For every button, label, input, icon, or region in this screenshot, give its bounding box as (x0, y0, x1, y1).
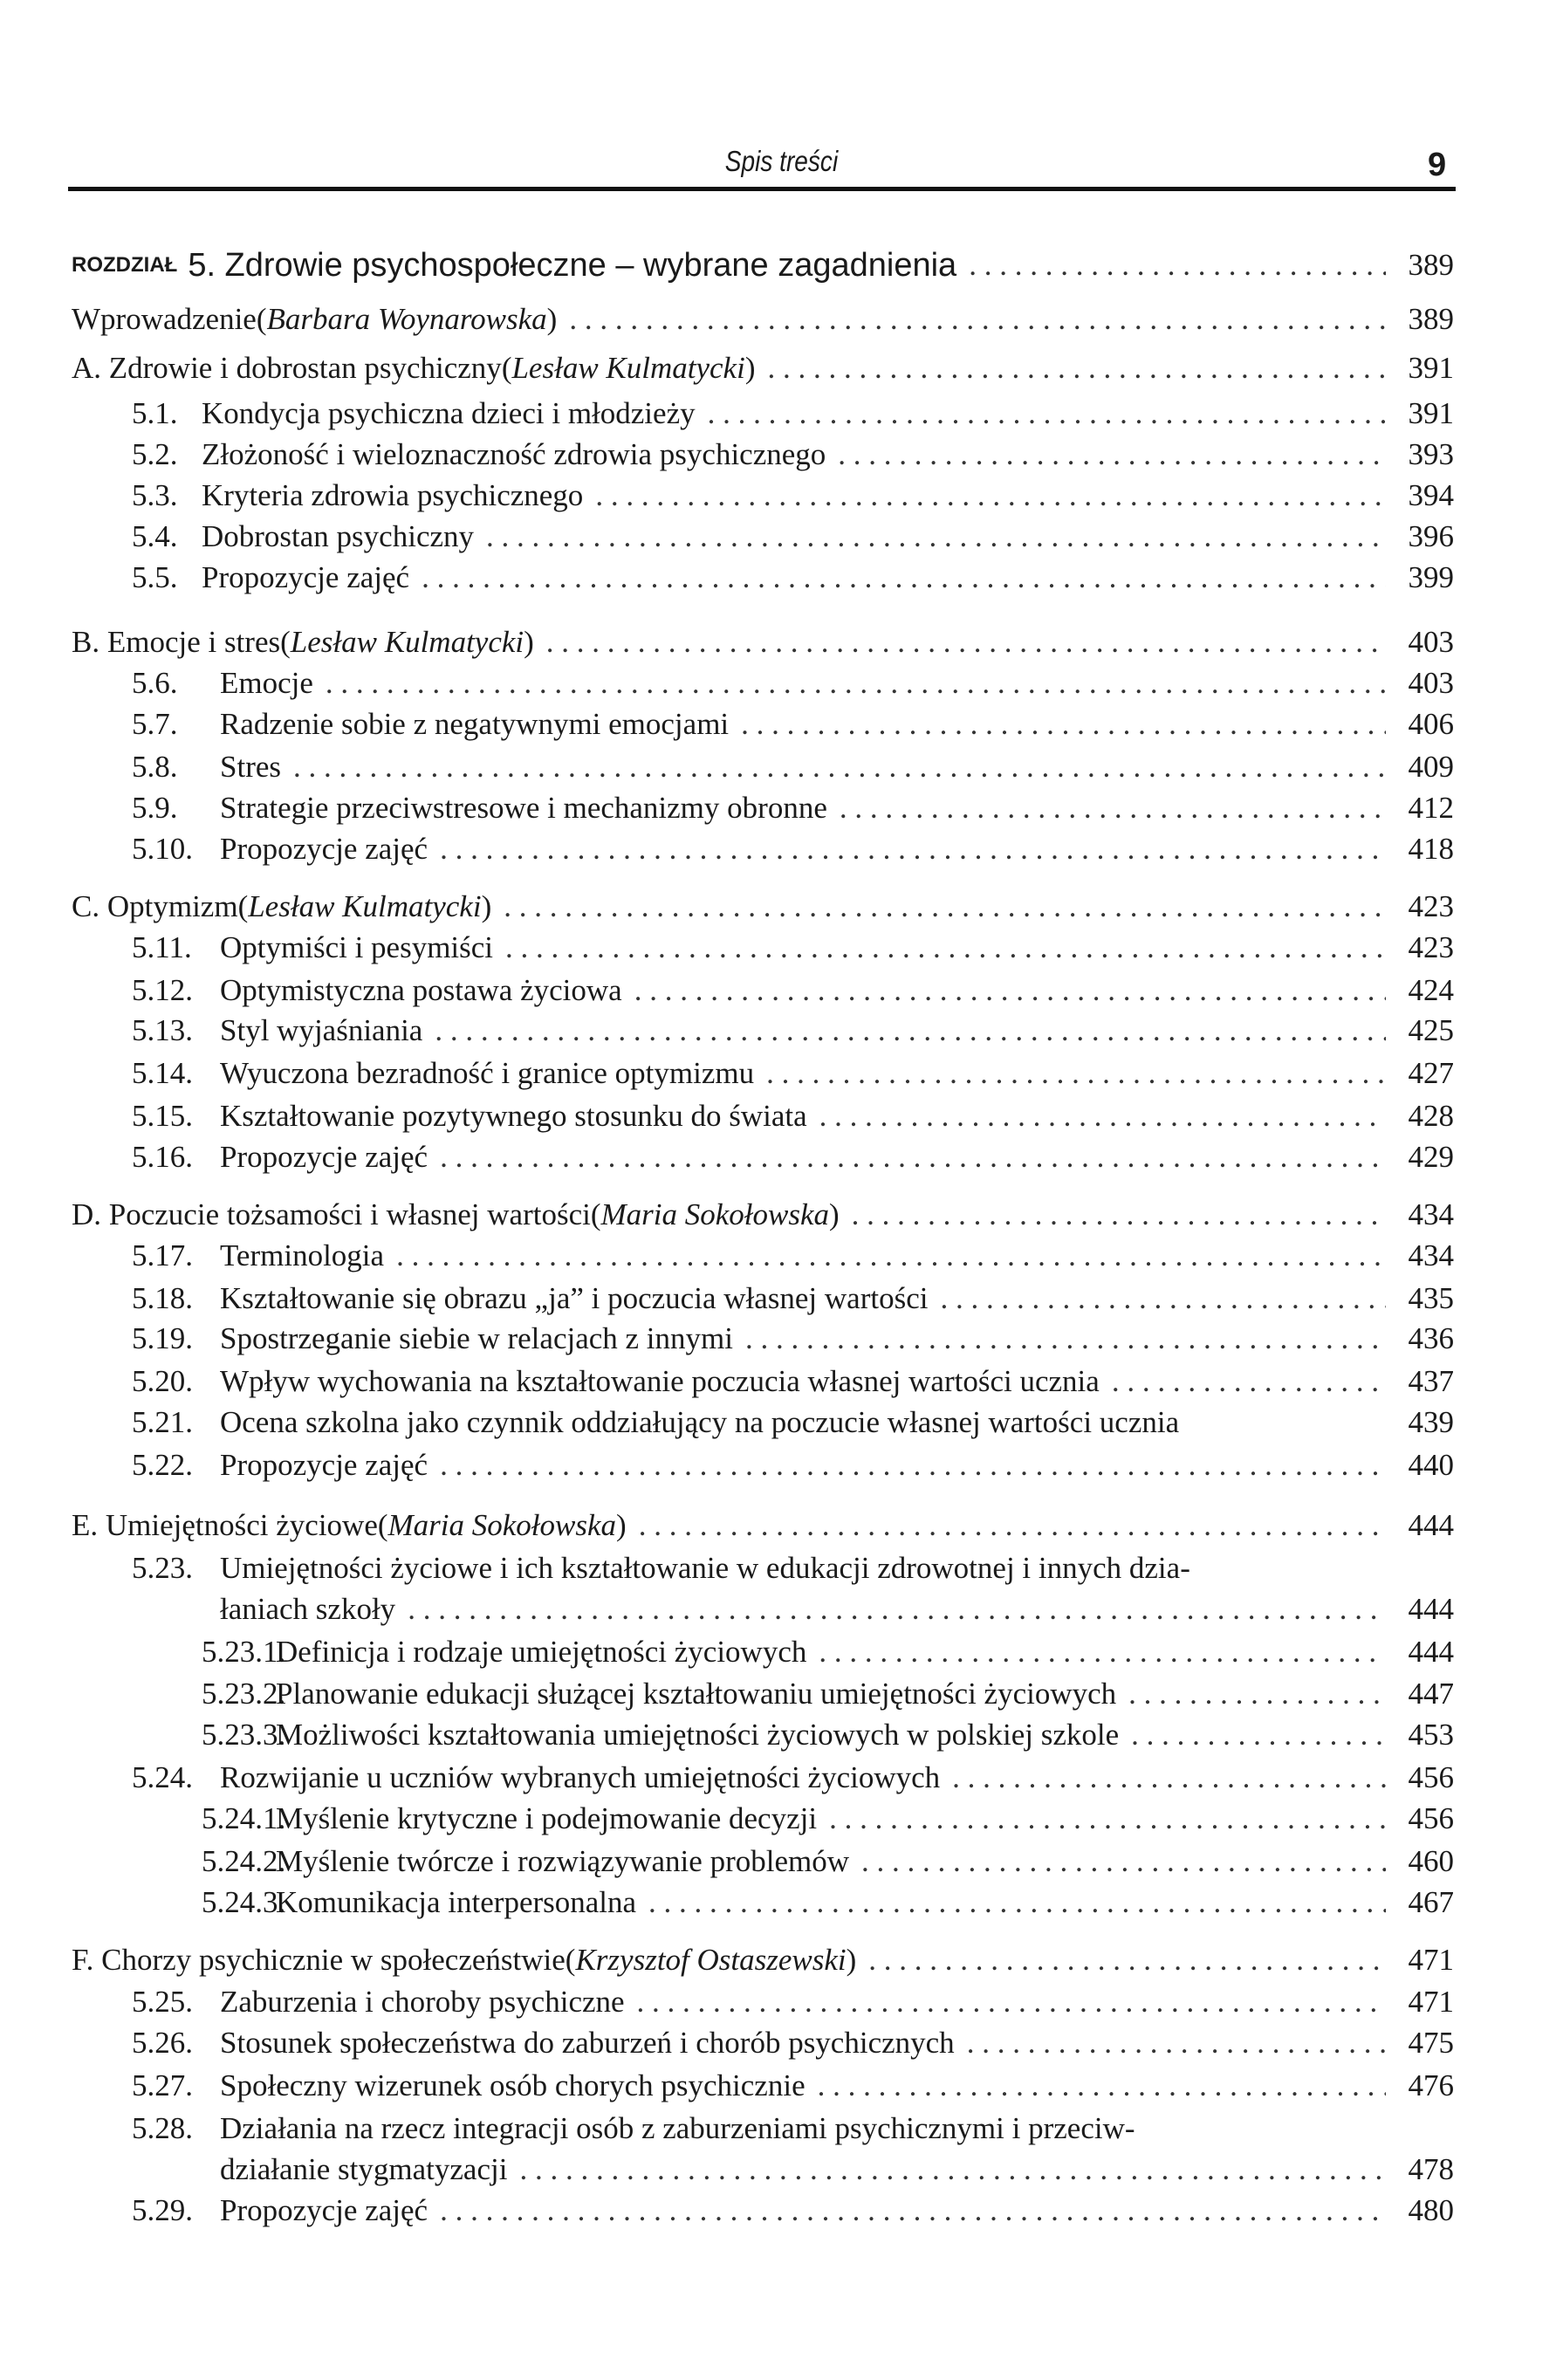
entry-body (220, 929, 1398, 967)
entry-number: 5.5. (132, 560, 178, 594)
entry-title: Propozycje zajęć (202, 560, 410, 594)
entry-page: 447 (1408, 1677, 1454, 1711)
dot-leader (829, 1800, 1386, 1838)
entry-number: 5.12. (132, 973, 193, 1007)
dot-leader (745, 1320, 1386, 1358)
toc-entry (72, 1675, 1454, 1713)
entry-title: Komunikacja interpersonalna (276, 1885, 637, 1919)
entry-number: 5.28. (132, 2111, 193, 2145)
entry-title: Umiejętności życiowe i ich kształtowanie w edukacji zdrowotnej i innych dzia- (220, 1551, 1190, 1585)
toc-entry (72, 477, 1454, 515)
entry-page: 460 (1408, 1844, 1454, 1878)
dot-leader (595, 477, 1386, 515)
dot-leader (1128, 1675, 1386, 1713)
toc-entry (72, 1054, 1454, 1093)
dot-leader (1131, 1716, 1386, 1754)
entry-body (220, 1054, 1398, 1093)
entry-number: 5.7. (132, 707, 178, 741)
entry-title: Planowanie edukacji służącej kształtowaniu umiejętności życiowych (276, 1677, 1117, 1711)
entry-page: 437 (1408, 1364, 1454, 1398)
entry-number: 5.9. (132, 791, 178, 825)
dot-leader (868, 1941, 1386, 1979)
dot-leader (546, 623, 1386, 662)
dot-leader (519, 2150, 1386, 2189)
dot-leader (422, 559, 1386, 597)
entry-body (220, 2150, 1398, 2189)
toc-entry (72, 1800, 1454, 1838)
toc-entry (72, 2024, 1454, 2062)
entry-page: 389 (1408, 302, 1454, 336)
entry-number: 5.16. (132, 1140, 193, 1174)
entry-page: 423 (1408, 889, 1454, 923)
entry-body (72, 888, 1398, 926)
entry-title: Propozycje zajęć (220, 832, 428, 866)
entry-page: 471 (1408, 1943, 1454, 1977)
entry-number: 5.23.1. (202, 1635, 286, 1669)
toc-entry (72, 664, 1454, 703)
toc-entry (72, 1403, 1454, 1442)
toc-entry (72, 1446, 1454, 1485)
toc-entry (72, 971, 1454, 1010)
entry-title: Dobrostan psychiczny (202, 519, 475, 553)
dot-leader (708, 394, 1386, 433)
entry-page: 434 (1408, 1197, 1454, 1231)
entry-title: łaniach szkoły (220, 1592, 396, 1626)
toc-section-entry (72, 300, 1454, 339)
toc-entry (72, 1097, 1454, 1135)
entry-number: 5.6. (132, 666, 178, 700)
entry-number: 5.1. (132, 396, 178, 430)
entry-body (220, 1590, 1398, 1629)
toc-entry (72, 436, 1454, 474)
dot-leader (819, 1097, 1386, 1135)
entry-number: 5.3. (132, 478, 178, 512)
entry-title: Styl wyjaśniania (220, 1013, 423, 1047)
entry-number: 5.23. (132, 1551, 193, 1585)
entry-title: Wyuczona bezradność i granice optymizmu (220, 1056, 755, 1090)
entry-page: 418 (1408, 832, 1454, 866)
entry-number: 5.21. (132, 1405, 193, 1439)
entry-body (276, 1675, 1398, 1713)
chapter-keyword: ROZDZIAŁ (72, 253, 178, 277)
entry-author: ( Barbara Woynarowska ) (257, 300, 557, 339)
entry-page: 475 (1408, 2026, 1454, 2060)
entry-title: D. Poczucie tożsamości i własnej wartości (72, 1197, 591, 1231)
toc-entry (72, 1883, 1454, 1922)
dot-leader (1112, 1362, 1386, 1401)
toc-entry (72, 2067, 1454, 2105)
dot-leader (639, 1506, 1386, 1545)
entry-page: 478 (1408, 2152, 1454, 2186)
entry-number: 5.29. (132, 2193, 193, 2227)
entry-title: Propozycje zajęć (220, 1448, 428, 1482)
entry-body (220, 830, 1398, 868)
entry-page: 428 (1408, 1099, 1454, 1133)
entry-page: 391 (1408, 396, 1454, 430)
dot-leader (840, 789, 1386, 827)
entry-title: Kryteria zdrowia psychicznego (202, 478, 584, 512)
entry-body (72, 300, 1398, 339)
dot-leader (861, 1842, 1386, 1881)
toc-entry (72, 394, 1454, 433)
entry-body (276, 1883, 1398, 1922)
dot-leader (969, 246, 1386, 285)
entry-body (220, 1237, 1398, 1275)
entry-body (276, 1800, 1398, 1838)
entry-body (220, 1097, 1398, 1135)
entry-body (220, 1362, 1398, 1401)
entry-title: Optymistyczna postawa życiowa (220, 973, 622, 1007)
entry-number: 5.19. (132, 1321, 193, 1355)
toc-entry (72, 748, 1454, 786)
dot-leader (396, 1237, 1386, 1275)
toc-entry (72, 2150, 1454, 2189)
entry-page: 476 (1408, 2068, 1454, 2102)
toc-entry (72, 1320, 1454, 1358)
entry-number: 5.10. (132, 832, 193, 866)
running-header-title: Spis treści (724, 145, 839, 177)
dot-leader (293, 748, 1386, 786)
entry-title: Stosunek społeczeństwa do zaburzeń i chorób psychicznych (220, 2026, 955, 2060)
entry-number: 5.11. (132, 930, 192, 964)
entry-author: ( Maria Sokołowska ) (591, 1196, 840, 1234)
toc-section-entry (72, 888, 1454, 926)
entry-body (220, 1759, 1398, 1797)
dot-leader (440, 2191, 1386, 2230)
toc-section-entry (72, 623, 1454, 662)
entry-body (72, 1941, 1398, 1979)
toc-section-entry (72, 1506, 1454, 1545)
toc-entry (72, 1590, 1454, 1629)
dot-leader (767, 349, 1386, 388)
entry-title: działanie stygmatyzacji (220, 2152, 508, 2186)
entry-body (72, 1506, 1398, 1545)
entry-body (72, 349, 1398, 388)
toc-entry (72, 1983, 1454, 2021)
entry-page: 444 (1408, 1508, 1454, 1542)
entry-page: 444 (1408, 1635, 1454, 1669)
toc-section-entry (72, 1196, 1454, 1234)
toc-entry (72, 929, 1454, 967)
dot-leader (440, 1138, 1386, 1176)
entry-body (220, 1549, 1398, 1588)
entry-title: Złożoność i wieloznaczność zdrowia psychicznego (202, 437, 826, 471)
entry-page: 471 (1408, 1985, 1454, 2019)
page-number: 9 (1428, 147, 1447, 183)
entry-page: 399 (1408, 560, 1454, 594)
dot-leader (634, 971, 1386, 1010)
entry-page: 393 (1408, 437, 1454, 471)
entry-title: Myślenie krytyczne i podejmowanie decyzji (276, 1801, 818, 1835)
entry-body (202, 394, 1398, 433)
entry-body (202, 559, 1398, 597)
chapter-title: 5. Zdrowie psychospołeczne – wybrane zagadnienia (188, 247, 957, 284)
toc-entry (72, 1716, 1454, 1754)
entry-body (220, 1279, 1398, 1318)
chapter-body (72, 246, 1398, 285)
entry-page: 439 (1408, 1405, 1454, 1439)
dot-leader (504, 888, 1386, 926)
entry-page: 456 (1408, 1760, 1454, 1794)
entry-number: 5.4. (132, 519, 178, 553)
dot-leader (741, 705, 1386, 744)
entry-number: 5.15. (132, 1099, 193, 1133)
dot-leader (408, 1590, 1386, 1629)
toc-entry (72, 1362, 1454, 1401)
entry-number: 5.14. (132, 1056, 193, 1090)
entry-title: Kształtowanie pozytywnego stosunku do świata (220, 1099, 807, 1133)
entry-number: 5.22. (132, 1448, 193, 1482)
entry-body (276, 1842, 1398, 1881)
entry-title: Wprowadzenie (72, 302, 257, 336)
entry-author: ( Lesław Kulmatycki ) (280, 623, 534, 662)
entry-number: 5.17. (132, 1238, 193, 1272)
entry-title: Strategie przeciwstresowe i mechanizmy obronne (220, 791, 827, 825)
dot-leader (505, 929, 1386, 967)
toc-entry (72, 1759, 1454, 1797)
entry-page: 429 (1408, 1140, 1454, 1174)
toc-entry (72, 1842, 1454, 1881)
toc-entry (72, 1549, 1454, 1588)
entry-page: 434 (1408, 1238, 1454, 1272)
entry-title: Możliwości kształtowania umiejętności życiowych w polskiej szkole (276, 1718, 1120, 1752)
entry-title: Kształtowanie się obrazu „ja” i poczucia własnej wartości (220, 1281, 929, 1315)
toc-section-entry (72, 349, 1454, 388)
entry-number: 5.18. (132, 1281, 193, 1315)
entry-title: Radzenie sobie z negatywnymi emocjami (220, 707, 730, 741)
entry-page: 424 (1408, 973, 1454, 1007)
entry-title: A. Zdrowie i dobrostan psychiczny (72, 351, 502, 385)
entry-title: Emocje (220, 666, 313, 700)
entry-title: Propozycje zajęć (220, 2193, 428, 2227)
entry-author: ( Krzysztof Ostaszewski ) (566, 1941, 857, 1979)
chapter-heading (72, 246, 1454, 285)
entry-page: 467 (1408, 1885, 1454, 1919)
entry-body (220, 664, 1398, 703)
toc-entry (72, 1012, 1454, 1050)
entry-body (220, 2109, 1398, 2148)
toc-section-entry (72, 1941, 1454, 1979)
entry-number: 5.24. (132, 1760, 193, 1794)
entry-number: 5.13. (132, 1013, 193, 1047)
entry-title: C. Optymizm (72, 889, 238, 923)
entry-title: Terminologia (220, 1238, 385, 1272)
dot-leader (967, 2024, 1386, 2062)
entry-title: Optymiści i pesymiści (220, 930, 494, 964)
dot-leader (940, 1279, 1386, 1318)
toc-entry (72, 2109, 1454, 2148)
dot-leader (818, 2067, 1386, 2105)
entry-page: 394 (1408, 478, 1454, 512)
toc-entry (72, 1633, 1454, 1671)
entry-title: Działania na rzecz integracji osób z zaburzeniami psychicznymi i przeciw- (220, 2111, 1135, 2145)
toc-entry (72, 1237, 1454, 1275)
entry-body (220, 705, 1398, 744)
dot-leader (637, 1983, 1386, 2021)
entry-number: 5.24.1. (202, 1801, 286, 1835)
entry-page: 403 (1408, 666, 1454, 700)
toc-entry (72, 1138, 1454, 1176)
entry-body (220, 971, 1398, 1010)
entry-body (276, 1633, 1398, 1671)
entry-body (220, 1320, 1398, 1358)
dot-leader (435, 1012, 1386, 1050)
toc-entry (72, 789, 1454, 827)
entry-body (202, 436, 1398, 474)
entry-body (220, 2191, 1398, 2230)
entry-title: Myślenie twórcze i rozwiązywanie problemów (276, 1844, 849, 1878)
dot-leader (852, 1196, 1386, 1234)
dot-leader (766, 1054, 1386, 1093)
entry-body (220, 1403, 1398, 1442)
dot-leader (648, 1883, 1386, 1922)
entry-page: 425 (1408, 1013, 1454, 1047)
toc-entry (72, 2191, 1454, 2230)
dot-leader (326, 664, 1386, 703)
entry-page: 436 (1408, 1321, 1454, 1355)
entry-number: 5.27. (132, 2068, 193, 2102)
entry-body (220, 748, 1398, 786)
entry-number: 5.25. (132, 1985, 193, 2019)
dot-leader (440, 1446, 1386, 1485)
toc-entry (72, 1279, 1454, 1318)
entry-title: Spostrzeganie siebie w relacjach z innymi (220, 1321, 733, 1355)
toc-entry (72, 705, 1454, 744)
entry-title: Definicja i rodzaje umiejętności życiowych (276, 1635, 807, 1669)
entry-title: Ocena szkolna jako czynnik oddziałujący na poczucie własnej wartości ucznia (220, 1405, 1180, 1439)
entry-number: 5.2. (132, 437, 178, 471)
dot-leader (838, 436, 1386, 474)
entry-title: Stres (220, 750, 281, 784)
entry-title: Rozwijanie u uczniów wybranych umiejętności życiowych (220, 1760, 941, 1794)
entry-number: 5.8. (132, 750, 178, 784)
entry-title: Społeczny wizerunek osób chorych psychicznie (220, 2068, 805, 2102)
entry-number: 5.26. (132, 2026, 193, 2060)
entry-body (220, 789, 1398, 827)
entry-body (72, 623, 1398, 662)
entry-author: ( Lesław Kulmatycki ) (238, 888, 492, 926)
entry-body (202, 518, 1398, 556)
entry-author: ( Maria Sokołowska ) (378, 1506, 627, 1545)
entry-number: 5.24.2. (202, 1844, 286, 1878)
entry-body (220, 1012, 1398, 1050)
dot-leader (569, 300, 1386, 339)
entry-title: E. Umiejętności życiowe (72, 1508, 378, 1542)
entry-number: 5.23.2. (202, 1677, 286, 1711)
entry-title: B. Emocje i stres (72, 625, 281, 659)
entry-page: 409 (1408, 750, 1454, 784)
entry-title: Wpływ wychowania na kształtowanie poczucia własnej wartości ucznia (220, 1364, 1100, 1398)
entry-number: 5.23.3. (202, 1718, 286, 1752)
chapter-page: 389 (1408, 248, 1454, 282)
dot-leader (819, 1633, 1386, 1671)
entry-page: 406 (1408, 707, 1454, 741)
toc-entry (72, 518, 1454, 556)
entry-body (220, 1446, 1398, 1485)
entry-page: 444 (1408, 1592, 1454, 1626)
entry-body (220, 2067, 1398, 2105)
entry-title: Zaburzenia i choroby psychiczne (220, 1985, 625, 2019)
entry-page: 412 (1408, 791, 1454, 825)
entry-page: 440 (1408, 1448, 1454, 1482)
entry-page: 435 (1408, 1281, 1454, 1315)
entry-body (220, 2024, 1398, 2062)
dot-leader (952, 1759, 1386, 1797)
dot-leader (440, 830, 1386, 868)
header-rule (68, 187, 1456, 191)
entry-page: 391 (1408, 351, 1454, 385)
entry-page: 403 (1408, 625, 1454, 659)
entry-page: 427 (1408, 1056, 1454, 1090)
dot-leader (486, 518, 1386, 556)
entry-body (276, 1716, 1398, 1754)
entry-number: 5.20. (132, 1364, 193, 1398)
entry-body (220, 1138, 1398, 1176)
entry-page: 423 (1408, 930, 1454, 964)
entry-title: Kondycja psychiczna dzieci i młodzieży (202, 396, 696, 430)
entry-number: 5.24.3. (202, 1885, 286, 1919)
entry-title: Propozycje zajęć (220, 1140, 428, 1174)
entry-page: 480 (1408, 2193, 1454, 2227)
entry-body (202, 477, 1398, 515)
entry-page: 453 (1408, 1718, 1454, 1752)
toc-entry (72, 559, 1454, 597)
entry-body (72, 1196, 1398, 1234)
entry-page: 456 (1408, 1801, 1454, 1835)
entry-body (220, 1983, 1398, 2021)
entry-author: ( Lesław Kulmatycki ) (502, 349, 756, 388)
entry-page: 396 (1408, 519, 1454, 553)
entry-title: F. Chorzy psychicznie w społeczeństwie (72, 1943, 566, 1977)
toc-entry (72, 830, 1454, 868)
